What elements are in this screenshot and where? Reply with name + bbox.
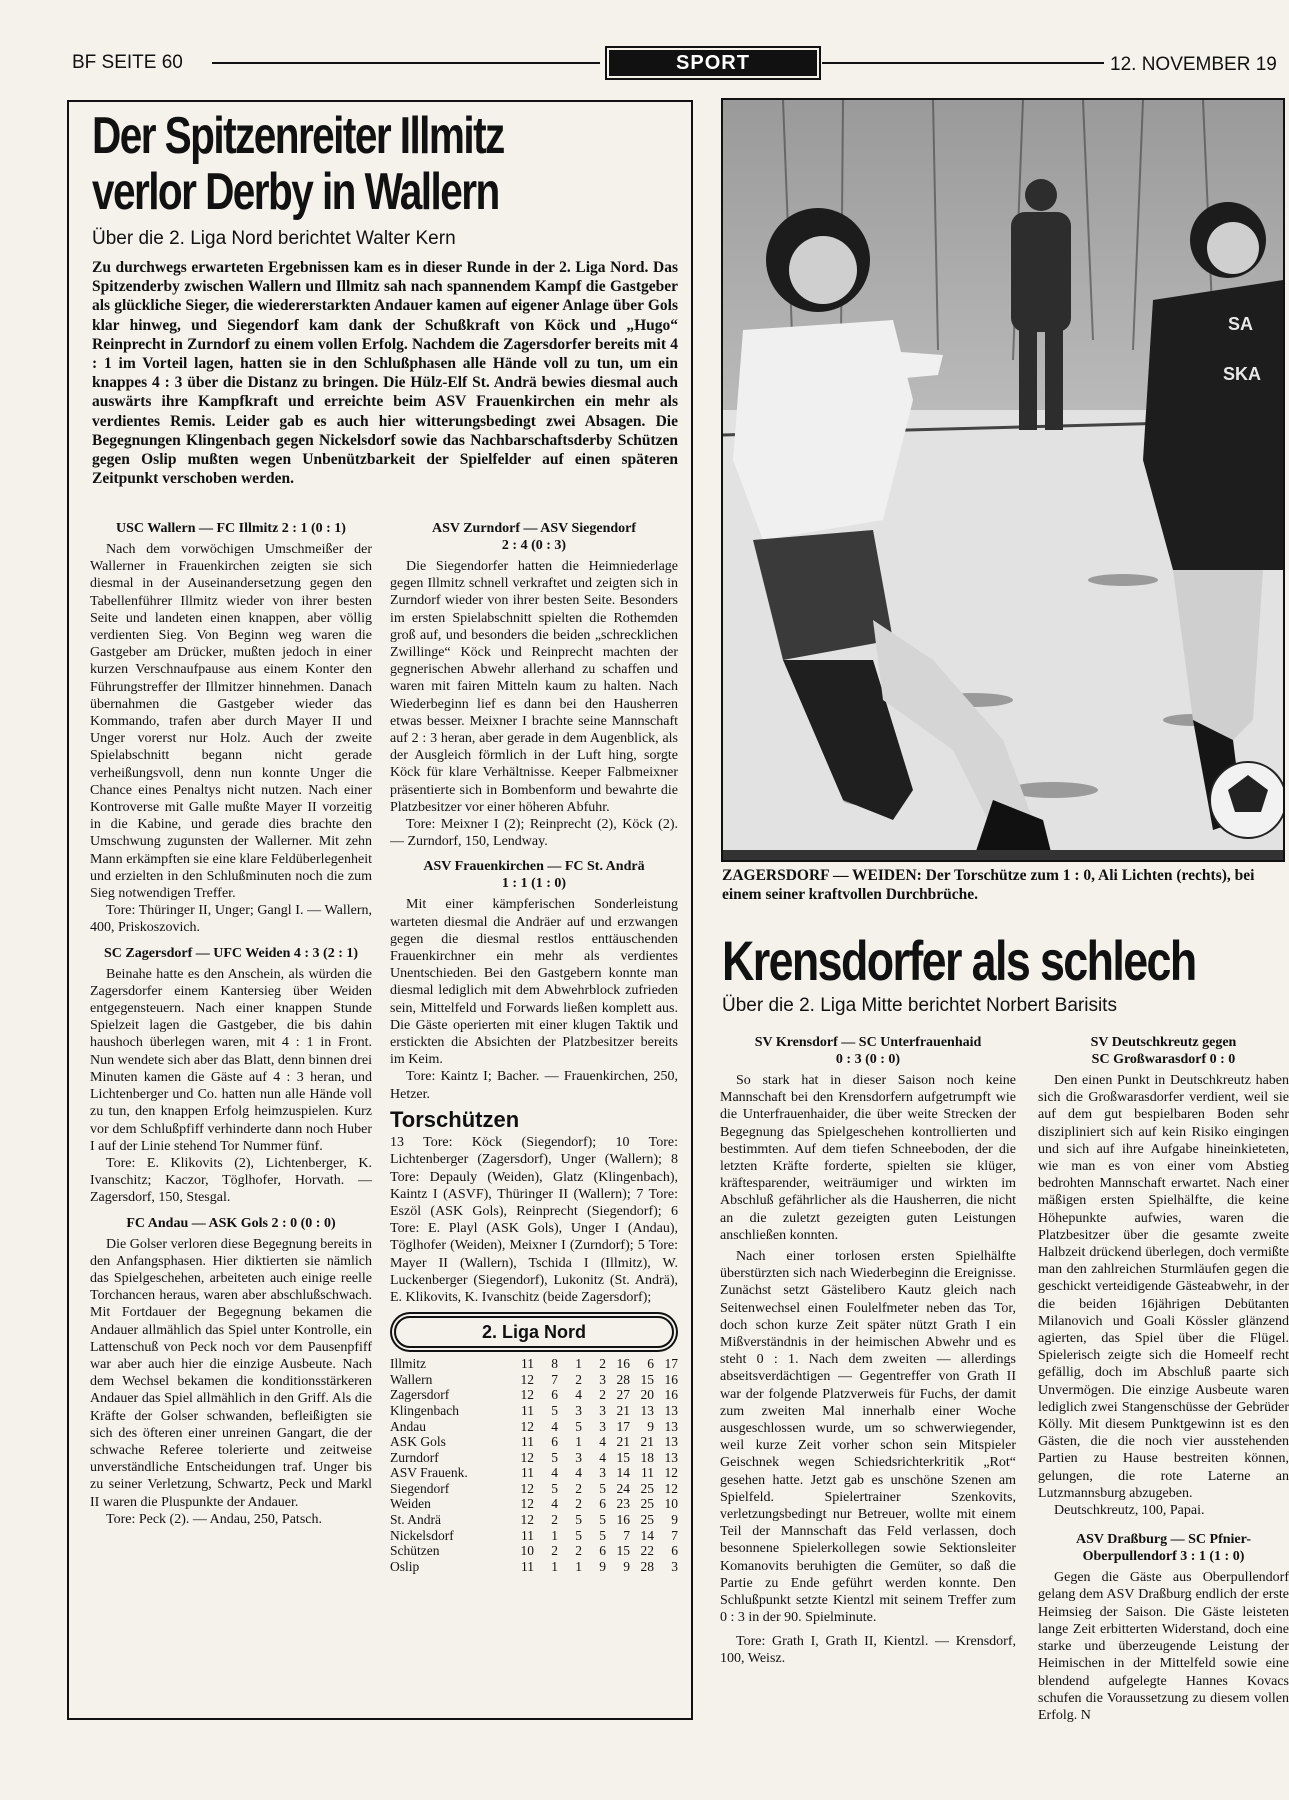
league-table-title: 2. Liga Nord — [394, 1316, 674, 1348]
match-heading-score: 2 : 4 (0 : 3) — [501, 538, 567, 553]
match-report: Beinahe hatte es den Anschein, als würden die Zagersdorfer einem Kantersieg über Weiden entgegensteuern. Nach einer knappen Stunde Spielzeit lagen die Gastgeber, die bis dahin haushoch überlegen waren, mit 4 : 1 in Front. Nun wendete sich aber das Blatt, denn binnen drei Minuten kamen die Gäste auf 4 : 3 heran, und Lichtenberger und Co. hatten nun alle Hände voll zu tun, den knappen Erfolg heimzuspielen. Kurz vor dem Schlußpfiff verhinderte dann noch Huber I auf der Linie stehend Tor Nummer fünf. — [90, 966, 372, 1154]
match-scorers: Tore: Thüringer II, Unger; Gangl I. — Wallern, 400, Priskoszovich. — [90, 903, 372, 936]
match-report: Die Golser verloren diese Begegnung bereits in den Anfangsphasen. Hier diktierten sie nämlich das Spielgeschehen, arbeiteten auch einige reelle Torchancen heraus, waren aber abschlußschwach. Mit Fortdauer der Begegnung bekamen die Andauer allmählich das Spiel unter Kontrolle, ein Lattenschuß von Peck noch vor dem Pausenpfiff war aber auch hier die einzige Ausbeute. Nach dem Wechsel bekamen die konditionsstärkeren Andauer das Spiel allmählich in den Griff. Als die Kräfte der Golser schwanden, befleißigten sie sich des öfteren einer unreinen Gangart, die der schwache Referee tolerierte und zeitweise unverständliche Entscheidungen traf. Unger bis zu seiner Verletzung, Schwartz, Peck und Markl II waren die Pluspunkte der Andauer. — [90, 1236, 372, 1510]
match-report: Mit einer kämpferischen Sonderleistung warteten diesmal die Andräer auf und erzwangen gegen die diesmal restlos enttäuschenden Frauenkirchner ein mehr als verdientes Unentschieden. Bei den Gastgebern konnte man diesmal lediglich mit dem Abwehrblock zufrieden sein, Mittelfeld und Forwards ließen komplett aus. Die Gäste operierten mit einer klugen Taktik und erstickten die Absichten der Platzbesitzer bereits im Keim. — [390, 897, 678, 1068]
table-cell: 28 — [616, 1371, 630, 1387]
table-cell: 11 — [641, 1465, 654, 1481]
match-heading — [390, 858, 678, 892]
table-cell: 6 — [551, 1434, 558, 1450]
table-cell: 6 — [599, 1496, 606, 1512]
column-1 — [90, 520, 372, 1528]
table-row — [390, 1434, 678, 1450]
table-cell: 3 — [599, 1418, 606, 1434]
table-cell: 5 — [575, 1512, 582, 1528]
match-heading: SC Zagersdorf — UFC Weiden 4 : 3 (2 : 1) — [103, 945, 359, 961]
match-scorers: Tore: Peck (2). — Andau, 250, Patsch. — [106, 1511, 322, 1527]
table-cell: 12 — [520, 1512, 534, 1528]
table-row — [390, 1403, 678, 1419]
table-cell: 7 — [551, 1371, 558, 1387]
table-row — [390, 1512, 678, 1528]
table-cell: 2 — [551, 1512, 558, 1528]
table-cell: 5 — [599, 1480, 606, 1496]
team-name: Illmitz — [390, 1356, 426, 1372]
header-rule-left — [212, 62, 600, 64]
table-cell: 15 — [616, 1543, 630, 1559]
table-cell: 2 — [575, 1496, 582, 1512]
table-cell: 25 — [640, 1480, 654, 1496]
table-cell: 14 — [616, 1465, 630, 1481]
team-name: Wallern — [390, 1371, 433, 1387]
column-2 — [390, 520, 678, 1574]
table-cell: 10 — [664, 1496, 678, 1512]
match-heading-teams: SV Krensdorf — SC Unterfrauenhaid — [754, 1035, 982, 1050]
table-cell: 27 — [616, 1387, 630, 1403]
table-cell: 11 — [521, 1465, 534, 1481]
table-cell: 5 — [575, 1527, 582, 1543]
table-cell: 23 — [616, 1496, 630, 1512]
header-rule-right — [822, 62, 1104, 64]
headline-line-2: verlor Derby in Wallern — [92, 163, 499, 221]
table-cell: 4 — [599, 1449, 606, 1465]
table-cell: 4 — [575, 1465, 582, 1481]
table-cell: 2 — [599, 1387, 606, 1403]
table-cell: 13 — [664, 1402, 678, 1418]
table-cell: 3 — [575, 1402, 582, 1418]
match-report: So stark hat in dieser Saison noch keine Mannschaft bei den Krensdorfern aufgetrumpft wie die Unterfrauenhaider, die über weite Strecken der Begegnung das Spielgeschehen kontrollierten und bestimmten. Auf dem tiefen Schneeboden, der die letzten Kräfte forderte, spielten sie klüger, kräftesparender, weiträumiger und wirkten im Abschluß gefährlicher als die Hausherren, die nicht an die zuletzt gezeigten guten Leistungen anschließen konnten. — [720, 1073, 1016, 1243]
table-row — [390, 1528, 678, 1544]
table-cell: 6 — [599, 1543, 606, 1559]
headline-2-text: Krensdorfer als schlech — [722, 929, 1196, 992]
table-row — [390, 1496, 678, 1512]
match-heading: FC Andau — ASK Gols 2 : 0 (0 : 0) — [126, 1215, 336, 1231]
table-cell: 3 — [599, 1402, 606, 1418]
photo-border — [721, 98, 1285, 862]
team-name: ASK Gols — [390, 1434, 446, 1450]
scorers-list: 13 Tore: Köck (Siegendorf); 10 Tore: Lichtenberger (Zagersdorf), Unger (Wallern); 8 Tore: Depauly (Weiden), Glatz (Klingenbach), Kaintz I (ASVF), Thüringer II (Wallern); 7 Tore: Eszöl (ASK Gols), Reinprecht (Siegendorf); 6 Tore: E. Playl (ASK Gols), Unger I (Andau), Töglhofer (Weiden), Meixner I (Zurndorf); 5 Tore: Mayer II (Wallern), Tschida I (Illmitz), W. Luckenberger (Siegendorf), Lukonitz (St. Andrä), E. Klikovits, K. Ivanschitz (beide Zagersdorf); — [390, 1135, 678, 1305]
table-cell: 4 — [551, 1465, 558, 1481]
table-cell: 8 — [551, 1356, 558, 1372]
league-table — [390, 1356, 678, 1574]
table-cell: 16 — [664, 1387, 678, 1403]
table-cell: 12 — [520, 1480, 534, 1496]
table-cell: 11 — [521, 1527, 534, 1543]
table-cell: 5 — [575, 1418, 582, 1434]
table-cell: 2 — [575, 1480, 582, 1496]
headline — [92, 108, 552, 220]
table-row — [390, 1465, 678, 1481]
team-name: Weiden — [390, 1496, 431, 1512]
table-cell: 22 — [640, 1543, 654, 1559]
match-heading-teams: SV Deutschkreutz gegen — [1090, 1035, 1237, 1050]
table-row — [390, 1387, 678, 1403]
table-cell: 17 — [616, 1418, 630, 1434]
match-report: Nach dem vorwöchigen Umschmeißer der Wallerner in Frauenkirchen zeigten sie sich diesmal in der Auseinandersetzung gegen den Tabellenführer Illmitz wieder von ihrer besten Seite und landeten einen knappen, aber völlig verdienten Sieg. Von Beginn weg waren die Gastgeber am Drücker, mußten jedoch in einer kurzen Verschnaufpause aus einem Konter den Führungstreffer der Illmitzer hinnehmen. Danach übernahmen die Gastgeber wieder das Kommando, trafen aber durch Mayer II und Unger vorerst nur Holz. Auch der zweite Spielabschnitt begann nicht gerade verheißungsvoll, denn nun konnte Unger die Chance eines Penaltys nicht nutzen. Nach einer Kontroverse mit Galle mußte Mayer II vorzeitig in die Kabine, und gerade dies brachte den Umschwung zugunsten der Wallerner. Mit zehn Mann erkämpften sie eine klare Feldüberlegenheit und erzielten in den Schlußminuten noch die zum Sieg notwendigen Treffer. — [90, 542, 372, 902]
match-heading-teams: ASV Draßburg — SC Pfnier- — [1075, 1532, 1251, 1548]
scorers-heading: Torschützen — [390, 1106, 520, 1132]
match-report: Den einen Punkt in Deutschkreutz haben sich die Großwarasdorfer verdient, weil sie auf dem gut bespielbaren Boden sehr diszipliniert sich auf kein Risiko eingingen und sich auf ihre Aufgabe hineinkieteten, wie man es von einer vom Abstieg bedrohten Mannschaft erwartet. Nach einer mäßigen ersten Spielhälfte, die keine Höhepunkte aufwies, waren die Platzbesitzer über die gesamte zweite Halbzeit drückend überlegen, doch vermißte man den zahlreichen Sturmläufen gegen die geschickt verteidigende Gästeabwehr, in der die beiden 16jährigen Debütanten Milanovich und Goali Kössler glänzend agierten, das Spiel über die Flügel. Spielerisch zeigte sich die Homeelf recht gefällig, doch im Abschluß paarte sich Unvermögen. Die einzige Ausbeute waren lediglich zwei Stangenschüsse der Gebrüder Kölly. Mit diesem Punktgewinn ist es den Gästen, die die noch vier ausstehenden Partien zu Hause bestreiten können, gelungen, die rote Laterne an Lutzmannsburg abzugeben. — [1038, 1073, 1289, 1501]
table-cell: 16 — [616, 1356, 630, 1372]
table-cell: 2 — [575, 1371, 582, 1387]
table-cell: 24 — [616, 1480, 630, 1496]
table-cell: 17 — [664, 1356, 678, 1372]
table-row — [390, 1356, 678, 1372]
match-scorers: Tore: Grath I, Grath II, Kientzl. — Krensdorf, 100, Weisz. — [720, 1633, 1016, 1666]
match-heading-score: 0 : 3 (0 : 0) — [835, 1052, 901, 1067]
match-report: Gegen die Gäste aus Oberpullendorf gelang dem ASV Draßburg endlich der erste Heimsieg der Saison. Die Gäste leisteten lange Zeit erbitterten Widerstand, doch eine starke und überzeugende Leistung der Heimischen in der Mittelfeld sowie eine blendend aufgelegte Hannes Kovacs schufen die Voraussetzung zu diesem vollen Erfolg. N — [1038, 1570, 1289, 1723]
table-cell: 6 — [551, 1387, 558, 1403]
match-scorers: Tore: Meixner I (2); Reinprecht (2), Köck (2). — Zurndorf, 150, Lendway. — [390, 817, 678, 850]
table-cell: 6 — [647, 1356, 654, 1372]
table-cell: 25 — [640, 1496, 654, 1512]
table-cell: 5 — [551, 1449, 558, 1465]
match-heading: USC Wallern — FC Illmitz 2 : 1 (0 : 1) — [116, 521, 346, 536]
page-number: BF SEITE 60 — [72, 52, 183, 73]
table-cell: 1 — [575, 1356, 582, 1372]
table-cell: 21 — [616, 1402, 630, 1418]
match-heading — [1038, 1531, 1289, 1565]
team-name: Zagersdorf — [390, 1387, 450, 1403]
team-name: Nickelsdorf — [390, 1527, 454, 1543]
headline-2 — [722, 928, 1289, 993]
table-cell: 21 — [640, 1434, 654, 1450]
svg-text:SA: SA — [1228, 314, 1254, 334]
section-label — [605, 46, 821, 80]
photo-caption: ZAGERSDORF — WEIDEN: Der Torschütze zum 1 : 0, Ali Lichten (rechts), bei einem seiner kraftvollen Durchbrüche. — [722, 867, 1255, 903]
table-cell: 16 — [664, 1371, 678, 1387]
match-report: Nach einer torlosen ersten Spielhälfte überstürzten sich nach Wiederbeginn die Ereignisse. Zunächst setzt Gästelibero Kautz gleich nach Seitenwechsel einen Foulelfmeter neben das Tor, doch schon kurze Zeit später nützt Grath I ein Mißverständnis in der heimischen Abwehr und es steht 0 : 1. Nach dem zweiten — allerdings abseitsverdächtigen — Gegentreffer von Grath II war der folgende Platzverweis für Fuchs, der damit zum zweiten Mal innerhalb einer Woche ausgeschlossen wurde, um so schwerwiegender, weil kurze Zeit vorher schon sein Mitspieler Geischnek wegen Schiedsrichterkritik „Rot“ gesehen hatte. Jetzt gab es unschöne Szenen am Spielfeld. Spielertrainer Szenkovits, verletzungsbedingt nur Betreuer, wollte mit einem Teil der Mannschaft das Feld verlassen, doch besonnene Spielerkollegen sowie Sektionsleiter Komanovits beruhigten die Gemüter, so daß die Partie zu Ende geführt werden konnte. Den Schlußpunkt setzte Kientzl mit seinem Treffer zum 0 : 3 in der 90. Spielminute. — [720, 1249, 1016, 1626]
svg-text:SKA: SKA — [1223, 364, 1262, 384]
table-cell: 1 — [551, 1527, 558, 1543]
table-cell: 5 — [599, 1527, 606, 1543]
table-cell: 11 — [521, 1356, 534, 1372]
team-name: Siegendorf — [390, 1480, 450, 1496]
table-cell: 25 — [640, 1512, 654, 1528]
table-cell: 12 — [520, 1371, 534, 1387]
table-cell: 7 — [623, 1527, 630, 1543]
table-cell: 13 — [664, 1449, 678, 1465]
table-cell: 1 — [551, 1558, 558, 1574]
table-cell: 10 — [520, 1543, 534, 1559]
table-cell: 1 — [575, 1434, 582, 1450]
table-cell: 2 — [551, 1543, 558, 1559]
table-cell: 21 — [616, 1434, 630, 1450]
table-cell: 3 — [599, 1465, 606, 1481]
match-heading-teams: ASV Frauenkirchen — FC St. Andrä — [423, 859, 645, 875]
match-report: Die Siegendorfer hatten die Heimniederlage gegen Illmitz schnell verkraftet und zeigten sich in Zurndorf wieder von ihrer besten Seite. Besonders im ersten Spielabschnitt spielten die Rothemden groß auf, und besonders die beiden „schrecklichen Zwillinge“ Köck und Reinprecht machten der gegnerischen Abwehr allerhand zu schaffen und waren mit fairen Mitteln kaum zu halten. Nach Wiederbeginn lief es dann bei den Hausherren etwas besser. Meixner I brachte seine Mannschaft auf 2 : 3 heran, aber gerade in dem Augenblick, als der Ausgleich förmlich in der Luft hing, sorgte Köck für klare Verhältnisse. Keeper Falbmeixner präsentierte sich in Bombenform und bewahrte die Platzbesitzer vor einer höheren Abfuhr. — [390, 559, 678, 815]
table-row — [390, 1372, 678, 1388]
table-cell: 11 — [521, 1558, 534, 1574]
match-scorers: Deutschkreutz, 100, Papai. — [1054, 1503, 1205, 1519]
table-cell: 15 — [616, 1449, 630, 1465]
table-cell: 18 — [640, 1449, 654, 1465]
table-cell: 3 — [599, 1371, 606, 1387]
table-cell: 5 — [551, 1402, 558, 1418]
table-cell: 13 — [664, 1434, 678, 1450]
table-row — [390, 1559, 678, 1575]
table-cell: 5 — [551, 1480, 558, 1496]
match-heading-teams: ASV Zurndorf — ASV Siegendorf — [431, 521, 637, 536]
team-name: Klingenbach — [390, 1402, 459, 1418]
table-cell: 4 — [599, 1434, 606, 1450]
match-heading-score: 1 : 1 (1 : 0) — [501, 876, 567, 892]
match-scorers: Tore: E. Klikovits (2), Lichtenberger, K. Ivanschitz; Kaczor, Töglhofer, Horvath. — Zagersdorf, 150, Stesgal. — [90, 1155, 372, 1206]
table-cell: 9 — [671, 1512, 678, 1528]
team-name: Zurndorf — [390, 1449, 439, 1465]
table-cell: 12 — [520, 1418, 534, 1434]
table-row — [390, 1419, 678, 1435]
table-cell: 9 — [623, 1558, 630, 1574]
team-name: ASV Frauenk. — [390, 1465, 468, 1481]
table-cell: 12 — [520, 1496, 534, 1512]
table-cell: 13 — [640, 1402, 654, 1418]
match-heading-score: SC Großwarasdorf 0 : 0 — [1091, 1052, 1236, 1067]
table-cell: 15 — [640, 1371, 654, 1387]
table-row — [390, 1543, 678, 1559]
table-cell: 11 — [521, 1402, 534, 1418]
table-cell: 9 — [647, 1418, 654, 1434]
table-cell: 4 — [551, 1496, 558, 1512]
lead-paragraph: Zu durchwegs erwarteten Ergebnissen kam es in dieser Runde in der 2. Liga Nord. Das Spitzenderby zwischen Wallern und Illmitz sah nach spannendem Kampf die Gastgeber als glückliche Sieger, die wiedererstarkten Andauer kamen auf eigener Anlage über Gols klar hinweg, und Siegendorf kam dank der Schußkraft von Köck und „Hugo“ Reinprecht in Zurndorf zu einem vollen Erfolg. Nachdem die Zagersdorfer bereits mit 4 : 1 im Vorteil lagen, hatten sie in den Schlußphasen alle Hände voll zu tun, um ein knappes 4 : 3 über die Distanz zu bringen. Die Hülz-Elf St. Andrä bewies diesmal auch auswärts ihre Kampfkraft und erreichte beim ASV Frauenkirchen ein mehr als verdientes Remis. Leider gab es auch hier witterungsbedingt zwei Absagen. Die Begegnungen Klingenbach gegen Nickelsdorf sowie das Nachbarschaftsderby Schützen gegen Oslip mußten wegen Unbenützbarkeit der Spielfelder auf einen späteren Zeitpunkt verschoben werden. — [92, 259, 678, 488]
table-cell: 9 — [599, 1558, 606, 1574]
table-cell: 14 — [640, 1527, 654, 1543]
table-row — [390, 1450, 678, 1466]
table-cell: 16 — [616, 1512, 630, 1528]
table-cell: 6 — [671, 1543, 678, 1559]
table-cell: 2 — [575, 1543, 582, 1559]
table-cell: 20 — [640, 1387, 654, 1403]
match-heading — [1038, 1034, 1289, 1068]
table-cell: 12 — [664, 1465, 678, 1481]
table-cell: 11 — [521, 1434, 534, 1450]
byline-2: Über die 2. Liga Mitte berichtet Norbert Barisits — [722, 995, 1117, 1016]
table-cell: 4 — [575, 1387, 582, 1403]
match-heading-score: Oberpullendorf 3 : 1 (1 : 0) — [1082, 1549, 1245, 1565]
team-name: Oslip — [390, 1558, 420, 1574]
team-name: Andau — [390, 1418, 426, 1434]
team-name: Schützen — [390, 1543, 440, 1559]
table-cell: 1 — [575, 1558, 582, 1574]
match-heading — [390, 520, 678, 554]
table-cell: 2 — [599, 1356, 606, 1372]
table-cell: 28 — [640, 1558, 654, 1574]
section-label-text: SPORT — [676, 52, 750, 74]
table-cell: 7 — [671, 1527, 678, 1543]
article-1 — [92, 108, 682, 488]
page-date: 12. NOVEMBER 19 — [1110, 54, 1277, 75]
table-row — [390, 1481, 678, 1497]
table-cell: 3 — [671, 1558, 678, 1574]
table-cell: 12 — [664, 1480, 678, 1496]
column-4 — [1038, 1034, 1289, 1724]
table-cell: 13 — [664, 1418, 678, 1434]
match-scorers: Tore: Kaintz I; Bacher. — Frauenkirchen, 250, Hetzer. — [390, 1069, 678, 1102]
team-name: St. Andrä — [390, 1512, 442, 1528]
table-cell: 5 — [599, 1512, 606, 1528]
match-heading — [720, 1034, 1016, 1068]
byline: Über die 2. Liga Nord berichtet Walter Kern — [92, 228, 456, 249]
table-cell: 12 — [520, 1387, 534, 1403]
table-cell: 4 — [551, 1418, 558, 1434]
column-3 — [720, 1034, 1016, 1667]
table-cell: 12 — [520, 1449, 534, 1465]
headline-line-1: Der Spitzenreiter Illmitz — [92, 107, 504, 165]
table-cell: 3 — [575, 1449, 582, 1465]
